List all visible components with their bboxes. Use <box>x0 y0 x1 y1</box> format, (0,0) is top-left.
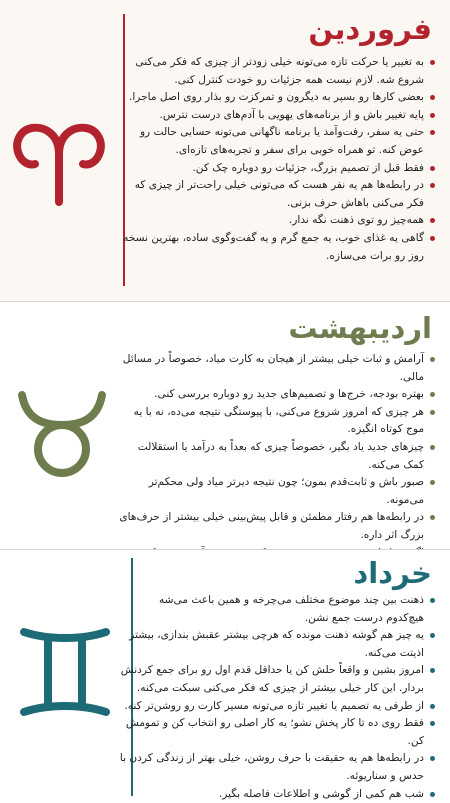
list-item: در رابطه‌ها هم رفتار مطمئن و قابل پیش‌بینی خیلی بیشتر از حرف‌های بزرگ اثر داره. <box>118 509 436 544</box>
list-item: حتی یه سفر، رفت‌وآمد یا برنامه ناگهانی می‌تونه حسابی حالت رو عوض کنه. تو همراه خوبی برای سفر و تجربه‌های تازه‌ای. <box>118 124 436 159</box>
list-item: در رابطه‌ها هم یه نفر هست که می‌تونی خیلی راحت‌تر از چیزی که فکر می‌کنی باهاش حرف بزنی. <box>118 177 436 212</box>
taurus-section <box>0 303 450 548</box>
taurus-title: اردیبهشت <box>288 311 432 345</box>
aries-section <box>0 0 450 300</box>
list-item: آرامش و ثبات خیلی بیشتر از هیجان به کارت میاد، خصوصاً در مسائل مالی. <box>118 351 436 386</box>
list-item: از طرفی یه تصمیم یا تغییر تازه می‌تونه مسیر کارت رو روشن‌تر کنه. <box>118 698 436 716</box>
list-item: فقط روی ده تا کار پخش نشو؛ یه کار اصلی رو انتخاب کن و تمومش کن. <box>118 715 436 750</box>
aries-title: فروردین <box>308 12 432 46</box>
list-item: ذهنت بین چند موضوع مختلف می‌چرخه و همین باعث می‌شه هیچ‌کدوم درست جمع نشن. <box>118 592 436 627</box>
list-item: هر چیزی که امروز شروع می‌کنی، با پیوستگی نتیجه می‌ده، نه با یه موج کوتاه انگیزه. <box>118 404 436 439</box>
list-item: امروز بشین و واقعاً حلش کن یا حداقل قدم اول رو برای جمع کردنش بردار. این کار خیلی بیشتر از چیزی که فکر می‌کنی سبکت می‌کنه. <box>118 662 436 697</box>
list-item: بعضی کارها رو بسپر به دیگرون و تمرکزت رو بذار روی اصل ماجرا. <box>118 89 436 107</box>
list-item: گاهی یه غذای خوب، یه جمع گرم و یه گفت‌وگوی ساده، بهترین نسخه روز رو برات می‌سازه. <box>118 230 436 265</box>
aries-symbol-icon <box>10 118 108 210</box>
list-item: چیزهای جدید یاد بگیر، خصوصاً چیزی که بعداً به درآمد یا استقلالت کمک می‌کنه. <box>118 439 436 474</box>
taurus-bullet-list <box>118 351 436 562</box>
aries-bullet-list <box>118 54 436 265</box>
gemini-bullet-list <box>118 592 436 803</box>
list-item: صبور باش و ثابت‌قدم بمون؛ چون نتیجه دیرتر میاد ولی محکم‌تر می‌مونه. <box>118 474 436 509</box>
gemini-title: خرداد <box>353 556 432 590</box>
gemini-symbol-icon <box>18 624 112 724</box>
list-item: در رابطه‌ها هم یه حقیقت با حرف روشن، خیلی بهتر از زندگی کردن با حدس و سناریوئه. <box>118 750 436 785</box>
list-item: بهتره بودجه، خرج‌ها و تصمیم‌های جدید رو دوباره بررسی کنی. <box>118 386 436 404</box>
list-item: یه چیز هم گوشه ذهنت مونده که هرچی بیشتر عقبش بندازی، بیشتر اذیتت می‌کنه. <box>118 627 436 662</box>
list-item: پایه تغییر باش و از برنامه‌های یهویی با آدم‌های درست نترس. <box>118 107 436 125</box>
list-item: شب هم کمی از گوشی و اطلاعات فاصله بگیر. <box>118 786 436 803</box>
list-item: به تغییر یا حرکت تازه می‌تونه خیلی زودتر از چیزی که فکر می‌کنی شروع شه. لازم نیست همه جزئیات رو خودت کنترل کنی. <box>118 54 436 89</box>
list-item: فقط قبل از تصمیم بزرگ، جزئیات رو دوباره چک کن. <box>118 160 436 178</box>
taurus-symbol-icon <box>16 387 108 487</box>
section-divider <box>0 301 450 302</box>
list-item: همه‌چیز رو توی ذهنت نگه ندار. <box>118 212 436 230</box>
gemini-section <box>0 550 450 800</box>
